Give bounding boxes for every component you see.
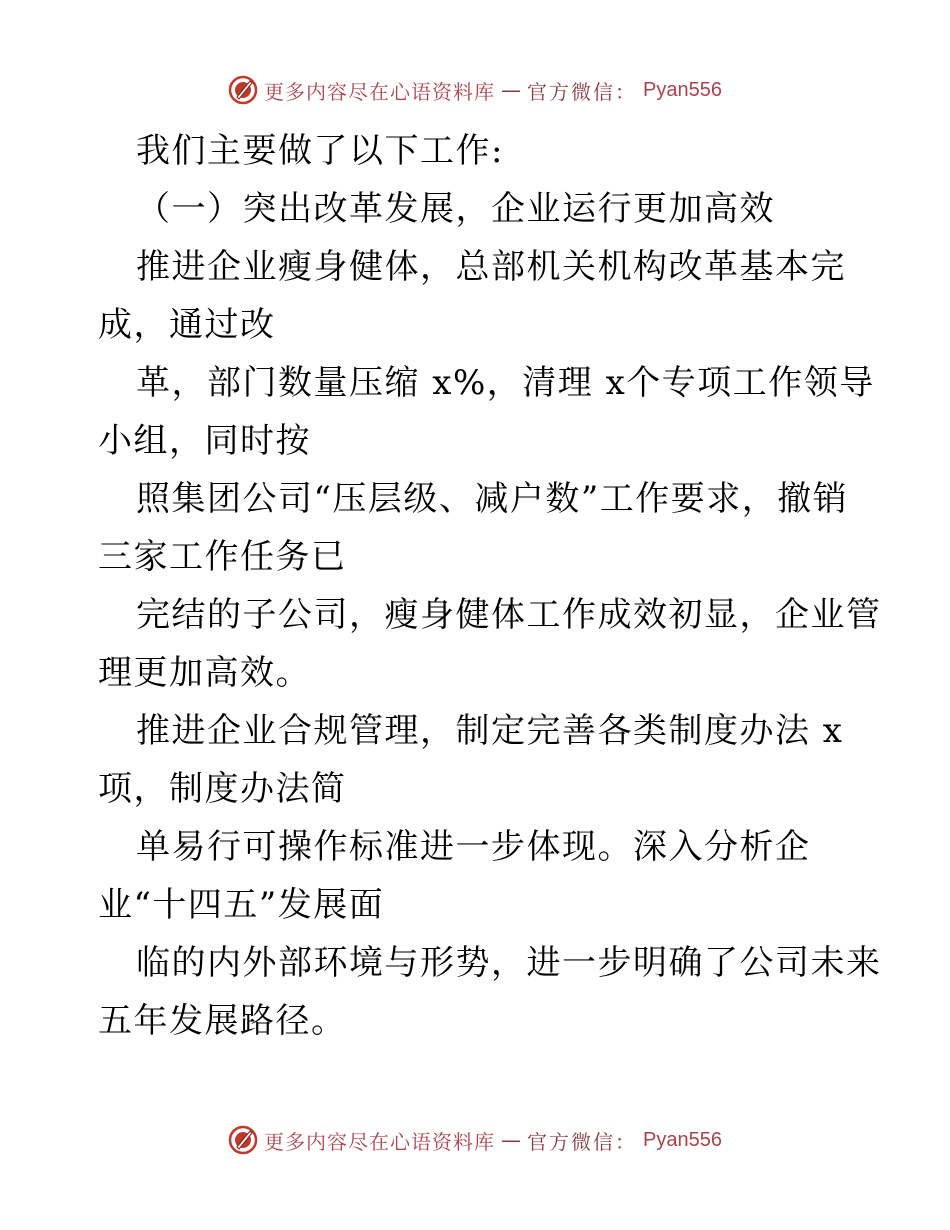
quill-logo-icon	[228, 75, 258, 105]
document-body	[98, 122, 882, 1050]
text-line: 三家工作任务已	[98, 537, 347, 577]
text-line: 成，通过改	[98, 305, 276, 345]
text-line: 五年发展路径。	[98, 1001, 347, 1041]
text-line: 业“十四五”发展面	[98, 885, 385, 925]
text-line: 理更加高效。	[98, 653, 311, 693]
watermark-wechat-id: Pyan556	[643, 78, 722, 101]
text-line: 我们主要做了以下工作:	[136, 131, 504, 171]
watermark-footer	[0, 1120, 950, 1160]
text-line: （一）突出改革发展，企业运行更加高效	[136, 189, 775, 229]
text-line: 推进企业瘦身健体，总部机关机构改革基本完	[136, 247, 846, 287]
watermark-separator: —	[501, 1128, 522, 1152]
watermark-header	[0, 70, 950, 110]
text-line: 革，部门数量压缩 x%，清理 x个专项工作领导	[136, 363, 875, 403]
text-line: 单易行可操作标准进一步体现。深入分析企	[136, 827, 811, 867]
text-line: 推进企业合规管理，制定完善各类制度办法 x	[136, 711, 844, 751]
text-line: 临的内外部环境与形势，进一步明确了公司未来	[136, 943, 882, 983]
watermark-text: 更多内容尽在心语资料库	[264, 1129, 496, 1154]
watermark-separator: —	[501, 78, 522, 102]
quill-logo-icon	[228, 1125, 258, 1155]
watermark-text: 更多内容尽在心语资料库	[264, 79, 496, 104]
text-line: 完结的子公司，瘦身健体工作成效初显，企业管	[136, 595, 882, 635]
text-line: 小组，同时按	[98, 421, 311, 461]
text-line: 照集团公司“压层级、减户数”工作要求，撤销	[136, 479, 849, 519]
text-line: 项，制度办法简	[98, 769, 347, 809]
watermark-wechat-label: 官方微信：	[527, 79, 638, 104]
watermark-wechat-label: 官方微信：	[527, 1129, 638, 1154]
watermark-wechat-id: Pyan556	[643, 1128, 722, 1151]
